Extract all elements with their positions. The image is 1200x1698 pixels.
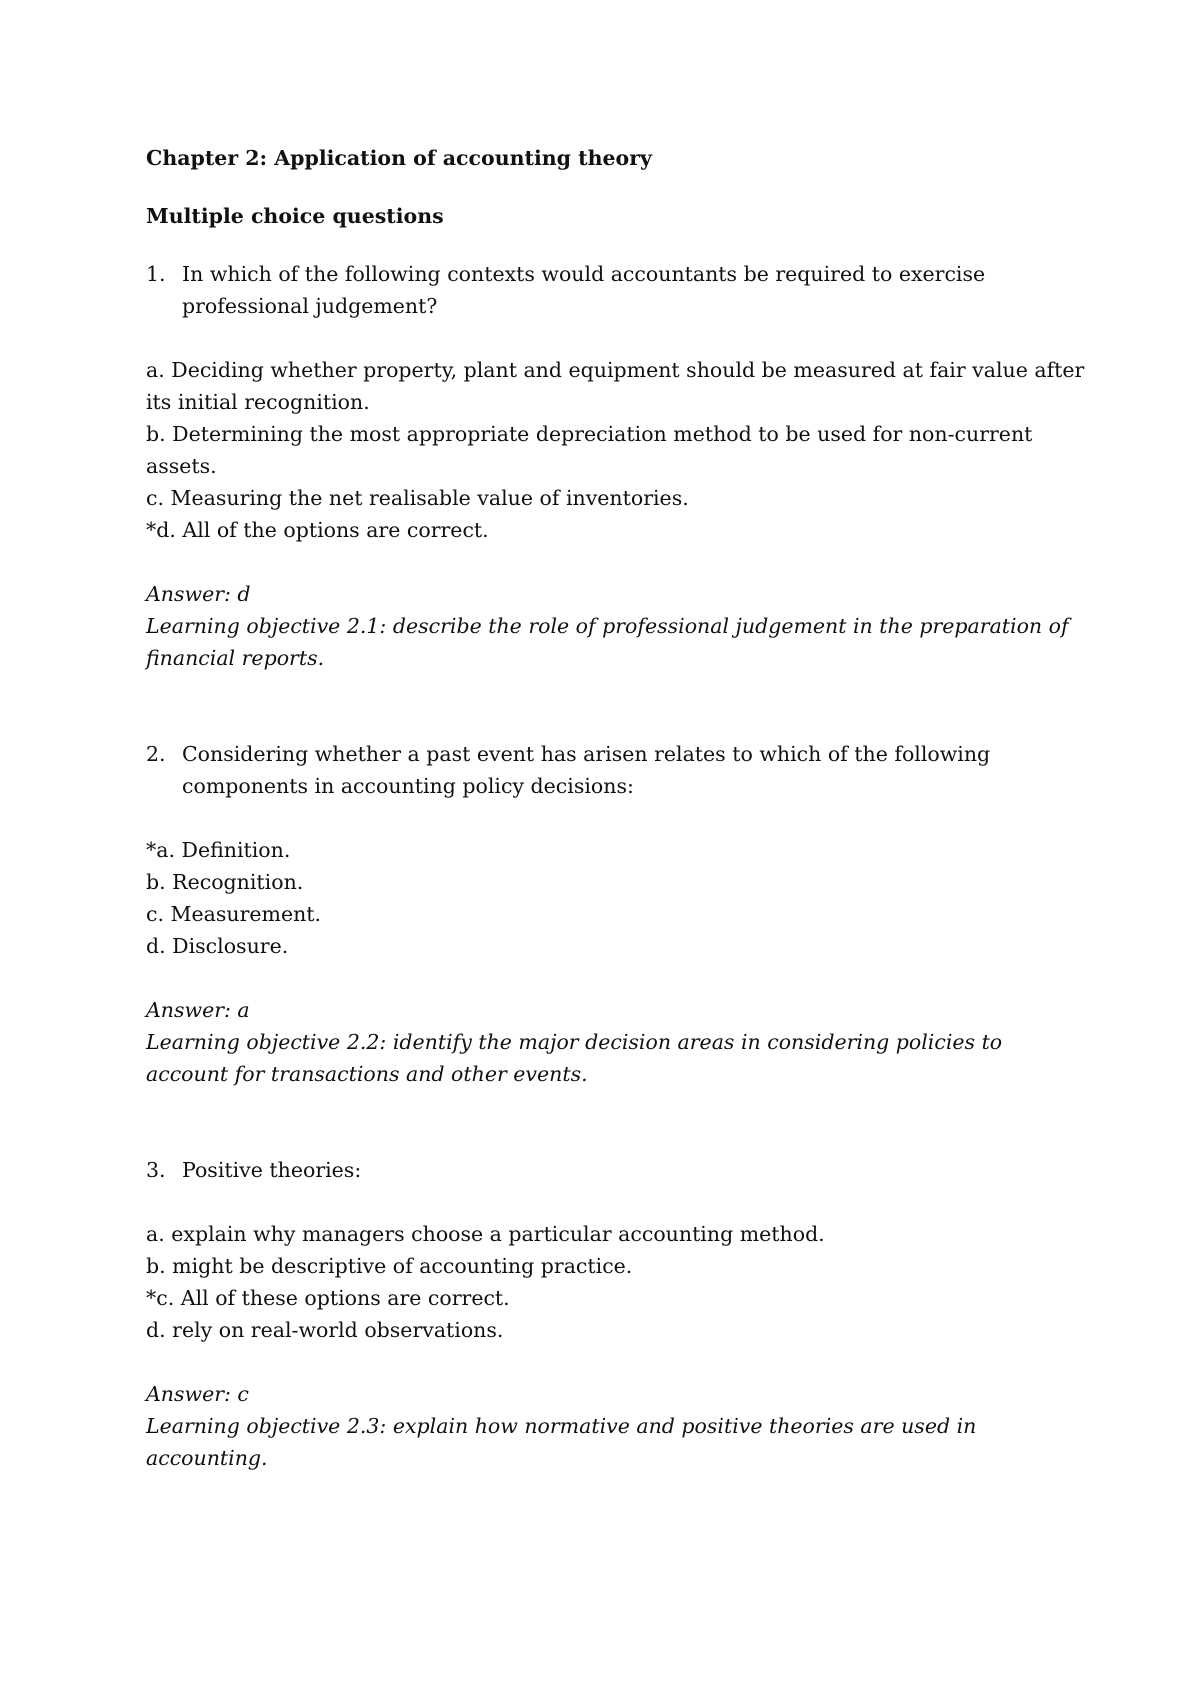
option-b: b. might be descriptive of accounting practice. <box>146 1254 633 1278</box>
option-a: a. Deciding whether property, plant and equipment should be measured at fair value after its initial recognition. <box>146 358 1085 414</box>
option-b: b. Recognition. <box>146 870 304 894</box>
question-block-1 <box>146 258 1086 674</box>
options-list <box>146 834 1086 962</box>
question-block-3 <box>146 1154 1086 1474</box>
learning-objective: Learning objective 2.3: explain how normative and positive theories are used in accounting. <box>146 1414 977 1470</box>
option-d: d. Disclosure. <box>146 934 289 958</box>
option-c: *c. All of these options are correct. <box>146 1286 510 1310</box>
option-d: d. rely on real-world observations. <box>146 1318 504 1342</box>
document-page <box>146 142 1086 1474</box>
question-block-2 <box>146 738 1086 1090</box>
answer-line: Answer: c <box>146 1382 249 1406</box>
question-text: In which of the following contexts would accountants be required to exercise professional judgement? <box>182 262 986 318</box>
options-list <box>146 354 1086 546</box>
spacer <box>146 674 1086 738</box>
question-text: Considering whether a past event has arisen relates to which of the following components in accounting policy decisions: <box>182 742 991 798</box>
question-number: 1. <box>146 262 166 286</box>
option-c: c. Measuring the net realisable value of inventories. <box>146 486 689 510</box>
question-number: 3. <box>146 1158 166 1182</box>
options-list <box>146 1218 1086 1346</box>
answer-line: Answer: a <box>146 998 250 1022</box>
question-number: 2. <box>146 742 166 766</box>
option-a: a. explain why managers choose a particular accounting method. <box>146 1222 825 1246</box>
option-d: *d. All of the options are correct. <box>146 518 489 542</box>
option-b: b. Determining the most appropriate depreciation method to be used for non-current assets. <box>146 422 1033 478</box>
chapter-title: Chapter 2: Application of accounting theory <box>146 146 652 170</box>
question-text: Positive theories: <box>182 1158 362 1182</box>
question-3 <box>146 1154 1086 1186</box>
option-c: c. Measurement. <box>146 902 322 926</box>
question-2 <box>146 738 1086 802</box>
answer-line: Answer: d <box>146 582 251 606</box>
spacer <box>146 1090 1086 1154</box>
learning-objective: Learning objective 2.2: identify the major decision areas in considering policies to account for transactions and other events. <box>146 1030 1003 1086</box>
question-1 <box>146 258 1086 322</box>
section-heading: Multiple choice questions <box>146 204 444 228</box>
learning-objective: Learning objective 2.1: describe the role of professional judgement in the preparation of financial reports. <box>146 614 1069 670</box>
option-a: *a. Definition. <box>146 838 291 862</box>
